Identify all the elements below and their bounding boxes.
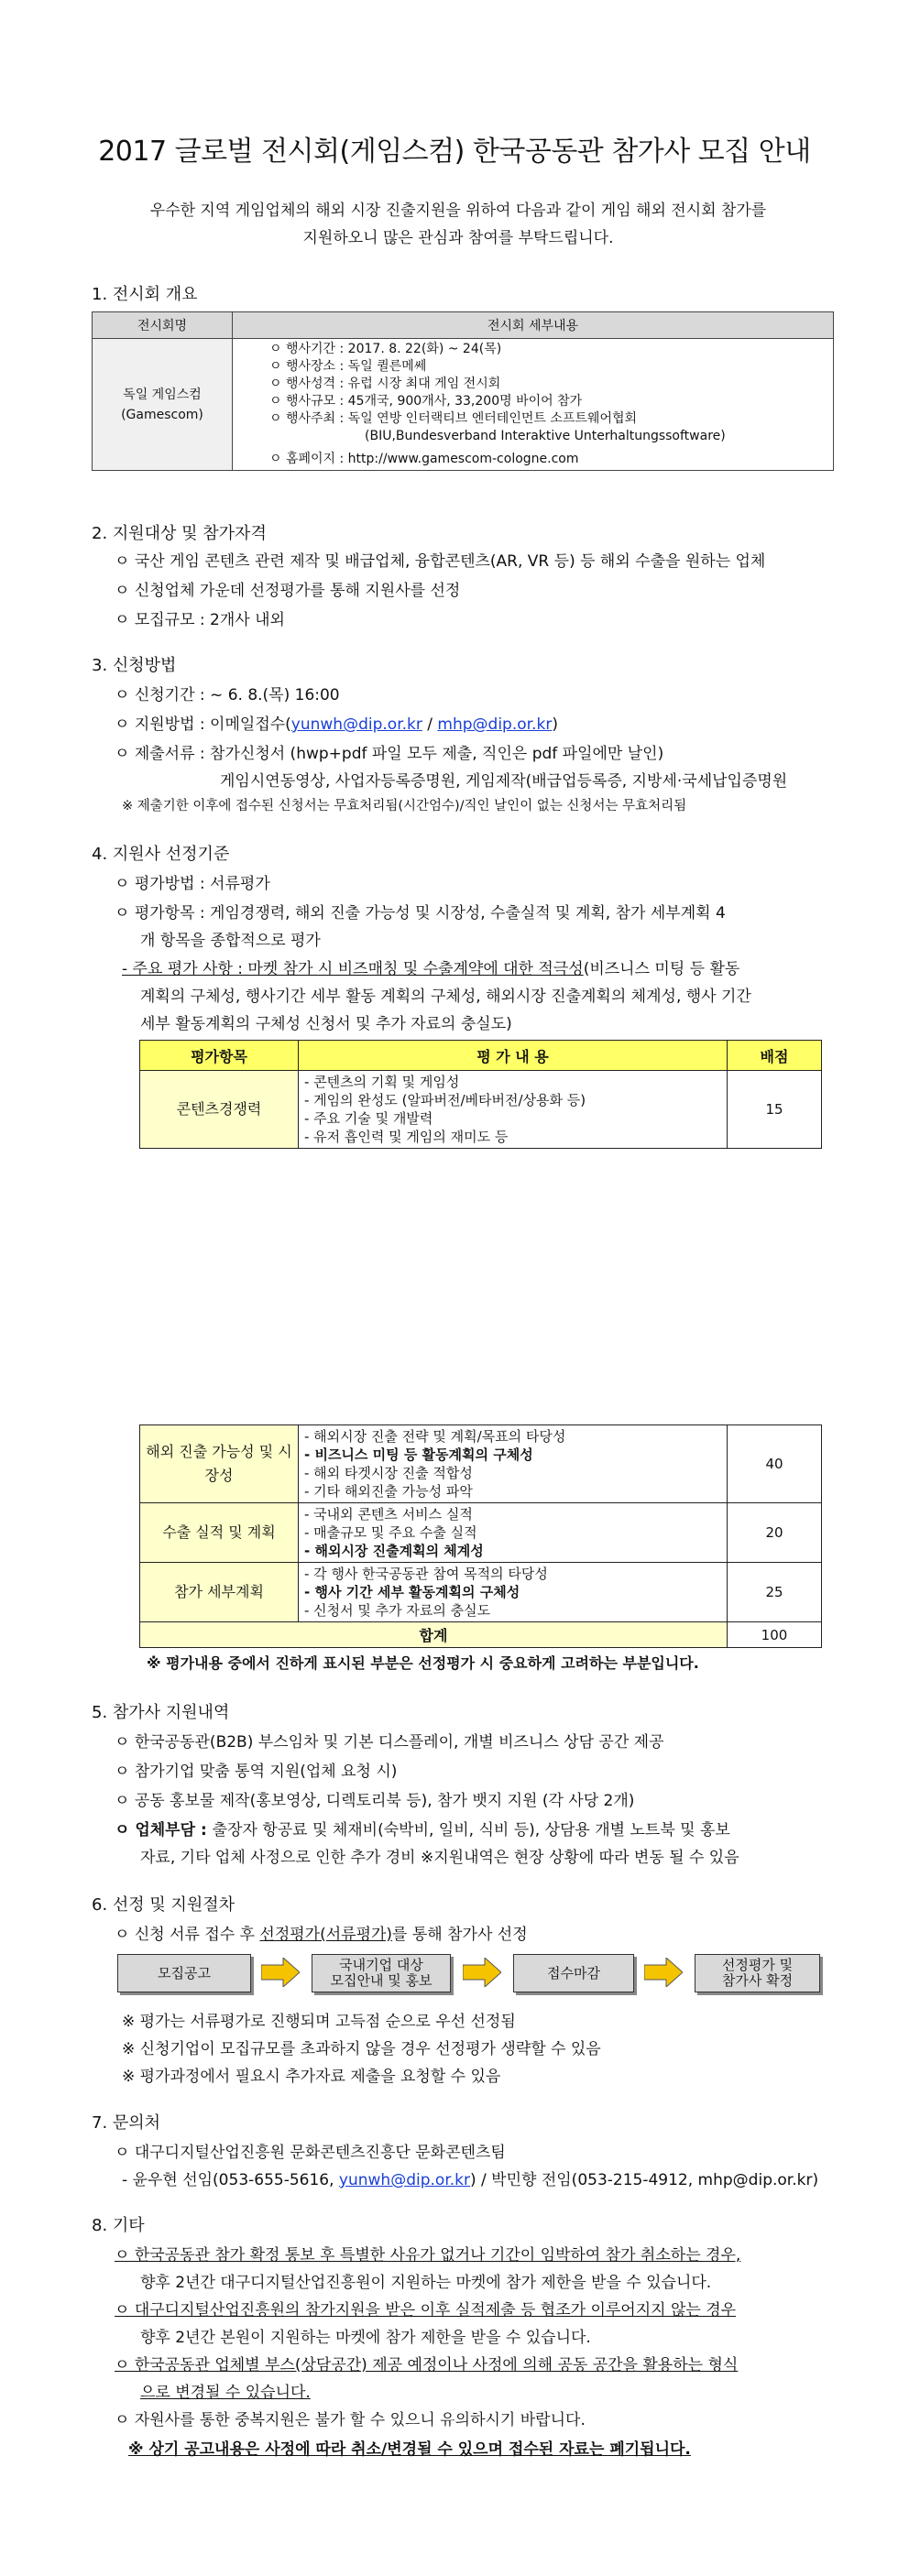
flow-note-3: ※ 평가과정에서 필요시 추가자료 제출을 요청할 수 있음: [122, 2068, 501, 2086]
email-link-mhp[interactable]: mhp@dip.or.kr: [437, 715, 553, 734]
support-burden-2: 자료, 기타 업체 사정으로 인한 추가 경비 ※지원내역은 현장 상황에 따라 변동 될 수 있음: [140, 1849, 739, 1867]
section-2-heading: 2. 지원대상 및 참가자격: [92, 524, 267, 543]
eligibility-item-1: ㅇ 국산 게임 콘텐츠 관련 제작 및 배급업체, 융합콘텐츠(AR, VR 등) 등 해외 수출을 원하는 업체: [115, 552, 766, 571]
flow-step-announcement: 모집공고: [117, 1954, 251, 1992]
flow-arrow-icon: [463, 1958, 501, 1987]
flow-note-1: ※ 평가는 서류평가로 진행되며 고득점 순으로 우선 선정됨: [122, 2013, 516, 2031]
eval-key-2: 계획의 구체성, 행사기간 세부 활동 계획의 구체성, 해외시장 진출계획의 체계성, 행사 기간: [140, 988, 751, 1006]
section-7-heading: 7. 문의처: [92, 2113, 161, 2133]
section-5-heading: 5. 참가사 지원내역: [92, 1703, 230, 1722]
exhibition-name: 독일 게임스컴: [123, 387, 202, 402]
eval-method: ㅇ 평가방법 : 서류평가: [115, 875, 270, 893]
detail-host: ㅇ 행사주최 : 독일 연방 인터랙티브 엔터테인먼트 소프트웨어협회: [269, 411, 638, 426]
section-8-heading: 8. 기타: [92, 2216, 145, 2235]
eval-category: 수출 실적 및 계획: [140, 1503, 299, 1563]
apply-docs-2: 게임시연동영상, 사업자등록증명원, 게임제작(배급업등록증, 지방세·국세납입증명원: [220, 772, 788, 791]
email-link-yunwh[interactable]: yunwh@dip.or.kr: [290, 715, 422, 734]
etc-2b: 향후 2년간 본원이 지원하는 마켓에 참가 제한을 받을 수 있습니다.: [140, 2329, 591, 2347]
detail-period: ㅇ 행사기간 : 2017. 8. 22(화) ~ 24(목): [269, 342, 502, 356]
section-6-heading: 6. 선정 및 지원절차: [92, 1895, 235, 1915]
detail-homepage: ㅇ 홈페이지 : http://www.gamescom-cologne.com: [269, 452, 579, 466]
burden-label: ㅇ 업체부담 :: [115, 1821, 213, 1839]
flow-intro: ㅇ 신청 서류 접수 후 선정평가(서류평가)를 통해 참가사 선정: [115, 1926, 528, 1944]
flow-step-deadline: 접수마감: [513, 1954, 634, 1992]
eval-score: 20: [728, 1503, 822, 1563]
th-eval-score: 배점: [728, 1041, 822, 1071]
eval-category: 콘텐츠경쟁력: [140, 1071, 299, 1149]
apply-note: ※ 제출기한 이후에 접수된 신청서는 무효처리됨(시간엄수)/직인 날인이 없는 신청서는 무효처리됨: [122, 799, 687, 813]
etc-3a: ㅇ 한국공동관 업체별 부스(상담공간) 제공 예정이나 사정에 의해 공동 공간을 활용하는 형식: [115, 2356, 739, 2374]
col-exhibition-details: 전시회 세부내용: [233, 312, 834, 339]
apply-period: ㅇ 신청기간 : ~ 6. 8.(목) 16:00: [115, 686, 340, 704]
eval-items-1: ㅇ 평가항목 : 게임경쟁력, 해외 진출 가능성 및 시장성, 수출실적 및 계획, 참가 세부계획 4: [115, 904, 726, 922]
apply-docs-1: ㅇ 제출서류 : 참가신청서 (hwp+pdf 파일 모두 제출, 직인은 pdf 파일에만 날인): [115, 745, 664, 763]
support-item-1: ㅇ 한국공동관(B2B) 부스임차 및 기본 디스플레이, 개별 비즈니스 상담 공간 제공: [115, 1733, 664, 1752]
table-total-row: [140, 1622, 822, 1648]
eligibility-item-3: ㅇ 모집규모 : 2개사 내외: [115, 611, 285, 629]
eval-table-part1: [139, 1040, 822, 1149]
contact-email-link[interactable]: yunwh@dip.or.kr: [338, 2171, 470, 2189]
eval-total-value: 100: [728, 1622, 822, 1648]
exhibition-overview-table: [92, 311, 834, 471]
eval-score: 25: [728, 1563, 822, 1622]
etc-2a: ㅇ 대구디지털산업진흥원의 참가지원을 받은 이후 실적제출 등 협조가 이루어지지 않는 경우: [115, 2301, 737, 2319]
exhibition-name-cell: [93, 339, 233, 471]
exhibition-details-cell: [233, 339, 834, 471]
flow-step-selection: 선정평가 및 참가사 확정: [695, 1954, 820, 1992]
eval-category: 참가 세부계획: [140, 1563, 299, 1622]
flow-note-2: ※ 신청기업이 모집규모를 초과하지 않을 경우 선정평가 생략할 수 있음: [122, 2040, 601, 2058]
eval-key-label: - 주요 평가 사항 : 마켓 참가 시 비즈매칭 및 수출계약에 대한 적극성: [122, 960, 584, 978]
section-3-heading: 3. 신청방법: [92, 656, 177, 675]
flow-arrow-icon: [644, 1958, 683, 1987]
exhibition-name-en: (Gamescom): [121, 407, 203, 422]
final-notice: ※ 상기 공고내용은 사정에 따라 취소/변경될 수 있으며 접수된 자료는 폐기됩니다.: [128, 2440, 691, 2459]
eval-score: 15: [728, 1071, 822, 1149]
detail-venue: ㅇ 행사장소 : 독일 퀼른메쎄: [269, 359, 427, 374]
table-row: [140, 1425, 822, 1503]
table-row: [140, 1563, 822, 1622]
flow-arrow-icon: [261, 1958, 300, 1987]
eval-category: 해외 진출 가능성 및 시장성: [140, 1425, 299, 1503]
table-row: [140, 1071, 822, 1149]
eval-items: - 국내외 콘텐츠 서비스 실적 - 매출규모 및 주요 수출 실적 - 해외시장 진출계획의 체계성: [299, 1503, 728, 1563]
section-1-heading: 1. 전시회 개요: [92, 285, 198, 304]
col-exhibition-name: 전시회명: [93, 312, 233, 339]
intro-text: [87, 197, 829, 252]
intro-line-2: 지원하오니 많은 관심과 참여를 부탁드립니다.: [302, 229, 614, 247]
flow-step-promotion: 국내기업 대상 모집안내 및 홍보: [312, 1954, 451, 1992]
eligibility-item-2: ㅇ 신청업체 가운데 선정평가를 통해 지원사를 선정: [115, 582, 461, 600]
section-4-heading: 4. 지원사 선정기준: [92, 845, 230, 864]
th-eval-content: 평 가 내 용: [299, 1041, 728, 1071]
contact-org: ㅇ 대구디지털산업진흥원 문화콘텐츠진흥단 문화콘텐츠팀: [115, 2144, 506, 2162]
support-item-3: ㅇ 공동 홍보물 제작(홍보영상, 디렉토리북 등), 참가 뱃지 지원 (각 사당 2개): [115, 1792, 635, 1810]
eval-total-label: 합계: [140, 1622, 728, 1648]
th-eval-category: 평가항목: [140, 1041, 299, 1071]
eval-items-2: 개 항목을 종합적으로 평가: [140, 932, 321, 950]
detail-scale: ㅇ 행사규모 : 45개국, 900개사, 33,200명 바이어 참가: [269, 394, 583, 409]
page-title: 2017 글로벌 전시회(게임스컴) 한국공동관 참가사 모집 안내: [98, 136, 811, 168]
eval-items: - 콘텐츠의 기획 및 게임성 - 게임의 완성도 (알파버전/베타버전/상용화 등) - 주요 기술 및 개발력 - 유저 흡인력 및 게임의 재미도 등: [299, 1071, 728, 1149]
etc-4: ㅇ 자원사를 통한 중복지원은 불가 할 수 있으니 유의하시기 바랍니다.: [115, 2411, 586, 2429]
intro-line-1: 우수한 지역 게임업체의 해외 시장 진출지원을 위하여 다음과 같이 게임 해외 전시회 참가를: [149, 202, 767, 220]
eval-table-note: ※ 평가내용 중에서 진하게 표시된 부분은 선정평가 시 중요하게 고려하는 부분입니다.: [147, 1654, 699, 1672]
eval-items: - 해외시장 진출 전략 및 계획/목표의 타당성 - 비즈니스 미팅 등 활동계획의 구체성 - 해외 타겟시장 진출 적합성 - 기타 해외진출 가능성 파악: [299, 1425, 728, 1503]
etc-3b: 으로 변경될 수 있습니다.: [140, 2384, 311, 2402]
etc-1b: 향후 2년간 대구디지털산업진흥원이 지원하는 마켓에 참가 제한을 받을 수 있습니다.: [140, 2274, 712, 2292]
detail-host-full: (BIU,Bundesverband Interaktive Unterhaltungssoftware): [365, 429, 726, 443]
etc-1a: ㅇ 한국공동관 참가 확정 통보 후 특별한 사유가 없거나 기간이 임박하여 참가 취소하는 경우,: [115, 2246, 741, 2265]
detail-nature: ㅇ 행사성격 : 유럽 시장 최대 게임 전시회: [269, 377, 501, 391]
table-row: [140, 1503, 822, 1563]
support-item-2: ㅇ 참가기업 맞춤 통역 지원(업체 요청 시): [115, 1763, 398, 1781]
eval-items: - 각 행사 한국공동관 참여 목적의 타당성 - 행사 기간 세부 활동계획의 구체성 - 신청서 및 추가 자료의 충실도: [299, 1563, 728, 1622]
eval-key-3: 세부 활동계획의 구체성 신청서 및 추가 자료의 충실도): [140, 1015, 512, 1033]
contact-persons: - 윤우현 선임(053-655-5616, yunwh@dip.or.kr) / 박민향 전임(053-215-4912, mhp@dip.or.kr): [122, 2171, 819, 2189]
support-burden-1: ㅇ 업체부담 : 출장자 항공료 및 체재비(숙박비, 일비, 식비 등), 상담용 개별 노트북 및 홍보: [115, 1821, 730, 1839]
apply-method: ㅇ 지원방법 : 이메일접수(yunwh@dip.or.kr / mhp@dip.or.kr): [115, 715, 558, 734]
eval-key-1: - 주요 평가 사항 : 마켓 참가 시 비즈매칭 및 수출계약에 대한 적극성(비즈니스 미팅 등 활동: [122, 960, 740, 978]
eval-score: 40: [728, 1425, 822, 1503]
eval-table-part2: [139, 1424, 822, 1648]
